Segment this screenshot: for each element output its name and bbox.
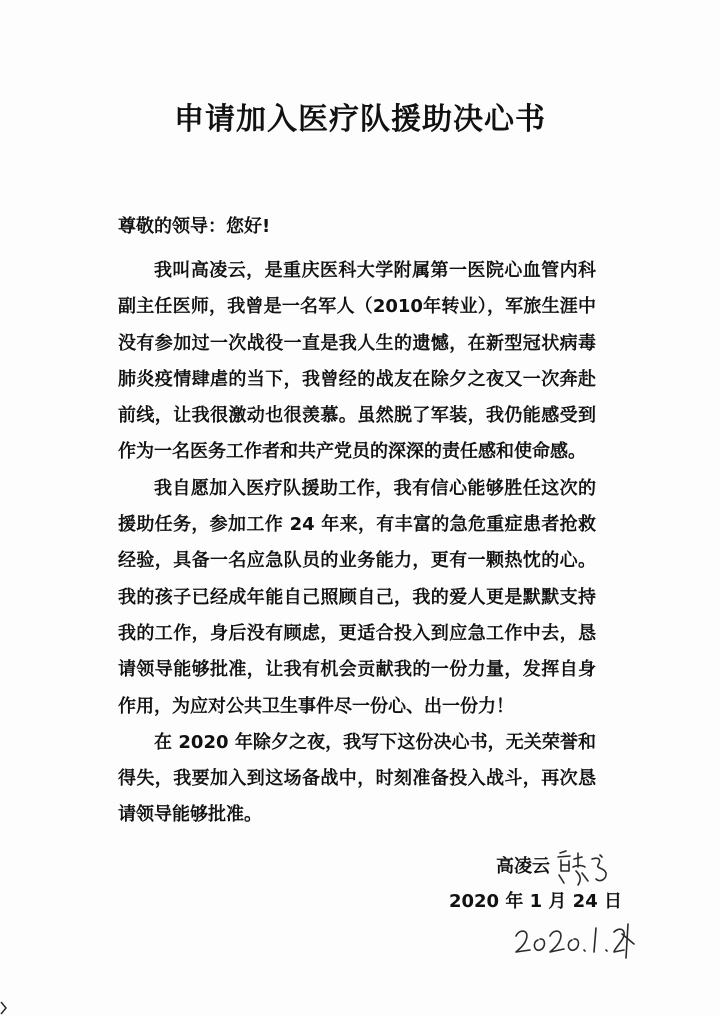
- scan-edge-mark: [0, 998, 8, 1017]
- letter-body: [118, 253, 596, 834]
- handwritten-signature: [552, 845, 622, 889]
- signature-block: [496, 845, 622, 889]
- handwritten-date: [510, 918, 640, 962]
- document-title: 申请加入医疗队援助决心书: [174, 102, 546, 137]
- paragraph-1: 我叫高凌云，是重庆医科大学附属第一医院心血管内科副主任医师，我曾是一名军人（2010年转业），军旅生涯中没有参加过一次战役一直是我人生的遗憾，在新型冠状病毒肺炎疫情肆虐的当下，我曾经的战友在除夕之夜又一次奔赴前线，让我很激动也很羡慕。虽然脱了军装，我仍能感受到作为一名医务工作者和共产党员的深深的责任感和使命感。: [118, 260, 596, 463]
- salutation: 尊敬的领导：您好!: [118, 216, 271, 237]
- paragraph-3: 在 2020 年除夕之夜，我写下这份决心书，无关荣誉和得失，我要加入到这场备战中，时刻准备投入战斗，再次恳请领导能够批准。: [118, 731, 596, 826]
- signer-name: 高凌云: [496, 856, 550, 877]
- letter-date: 2020 年 1 月 24 日: [448, 891, 622, 912]
- paragraph-2: 我自愿加入医疗队援助工作，我有信心能够胜任这次的援助任务，参加工作 24 年来，有丰富的急危重症患者抢救经验，具备一名应急队员的业务能力，更有一颗热忱的心。我的孩子已经成年能自己照顾自己，我的爱人更是默默支持我的工作，身后没有顾虑，更适合投入到应急工作中去，恳请领导能够批准，让我有机会贡献我的一份力量，发挥自身作用，为应对公共卫生事件尽一份心、出一份力！: [118, 477, 596, 717]
